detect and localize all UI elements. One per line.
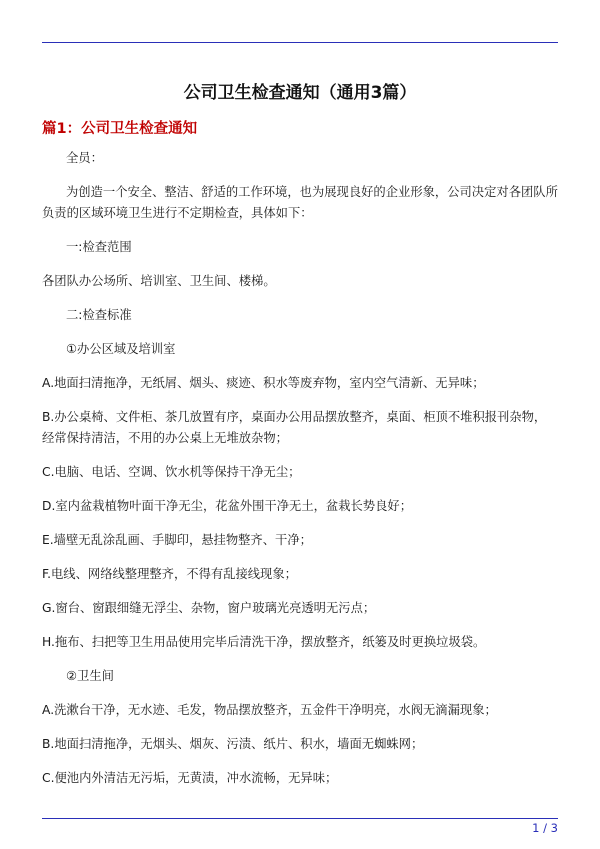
heading-office-area: ①办公区域及培训室 (66, 342, 176, 356)
paragraph-item: A.洗漱台干净，无水迹、毛发，物品摆放整齐，五金件干净明亮，水阀无滴漏现象； (42, 703, 497, 717)
section-title: 篇1：公司卫生检查通知 (42, 121, 198, 137)
paragraph-item: C.电脑、电话、空调、饮水机等保持干净无尘； (42, 465, 301, 479)
page-number: 1 / 3 (532, 821, 558, 835)
heading-restroom: ②卫生间 (66, 669, 114, 683)
document-body (42, 148, 558, 802)
paragraph-item: F.电线、网络线整理整齐，不得有乱接线现象； (42, 567, 297, 581)
paragraph-intro: 为创造一个安全、整洁、舒适的工作环境，也为展现良好的企业形象，公司决定对各团队所负责的区域环境卫生进行不定期检查，具体如下： (42, 185, 558, 220)
paragraph-item: A.地面扫清拖净，无纸屑、烟头、痰迹、积水等废弃物，室内空气清新、无异味； (42, 376, 485, 390)
paragraph-item: H.拖布、扫把等卫生用品使用完毕后清洗干净，摆放整齐，纸篓及时更换垃圾袋。 (42, 635, 486, 649)
heading-scope: 一:检查范围 (66, 240, 132, 254)
paragraph-scope: 各团队办公场所、培训室、卫生间、楼梯。 (42, 274, 276, 288)
header-rule (42, 42, 558, 43)
paragraph-item: G.窗台、窗跟细缝无浮尘、杂物，窗户玻璃光亮透明无污点； (42, 601, 376, 615)
footer-rule (42, 818, 558, 819)
paragraph-item: B.办公桌椅、文件柜、茶几放置有序，桌面办公用品摆放整齐，桌面、柜顶不堆积报刊杂物，经常保持清洁，不用的办公桌上无堆放杂物； (42, 410, 547, 445)
paragraph-item: E.墙壁无乱涂乱画、手脚印，悬挂物整齐、干净； (42, 533, 312, 547)
paragraph-item: D.室内盆栽植物叶面干净无尘，花盆外围干净无土，盆栽长势良好； (42, 499, 412, 513)
paragraph-item: C.便池内外清洁无污垢，无黄渍，冲水流畅，无异味； (42, 771, 338, 785)
heading-standards: 二:检查标准 (66, 308, 132, 322)
paragraph-item: B.地面扫清拖净，无烟头、烟灰、污渍、纸片、积水，墙面无蜘蛛网； (42, 737, 424, 751)
document-title: 公司卫生检查通知（通用3篇） (183, 83, 417, 103)
paragraph-salutation: 全员： (66, 151, 103, 165)
